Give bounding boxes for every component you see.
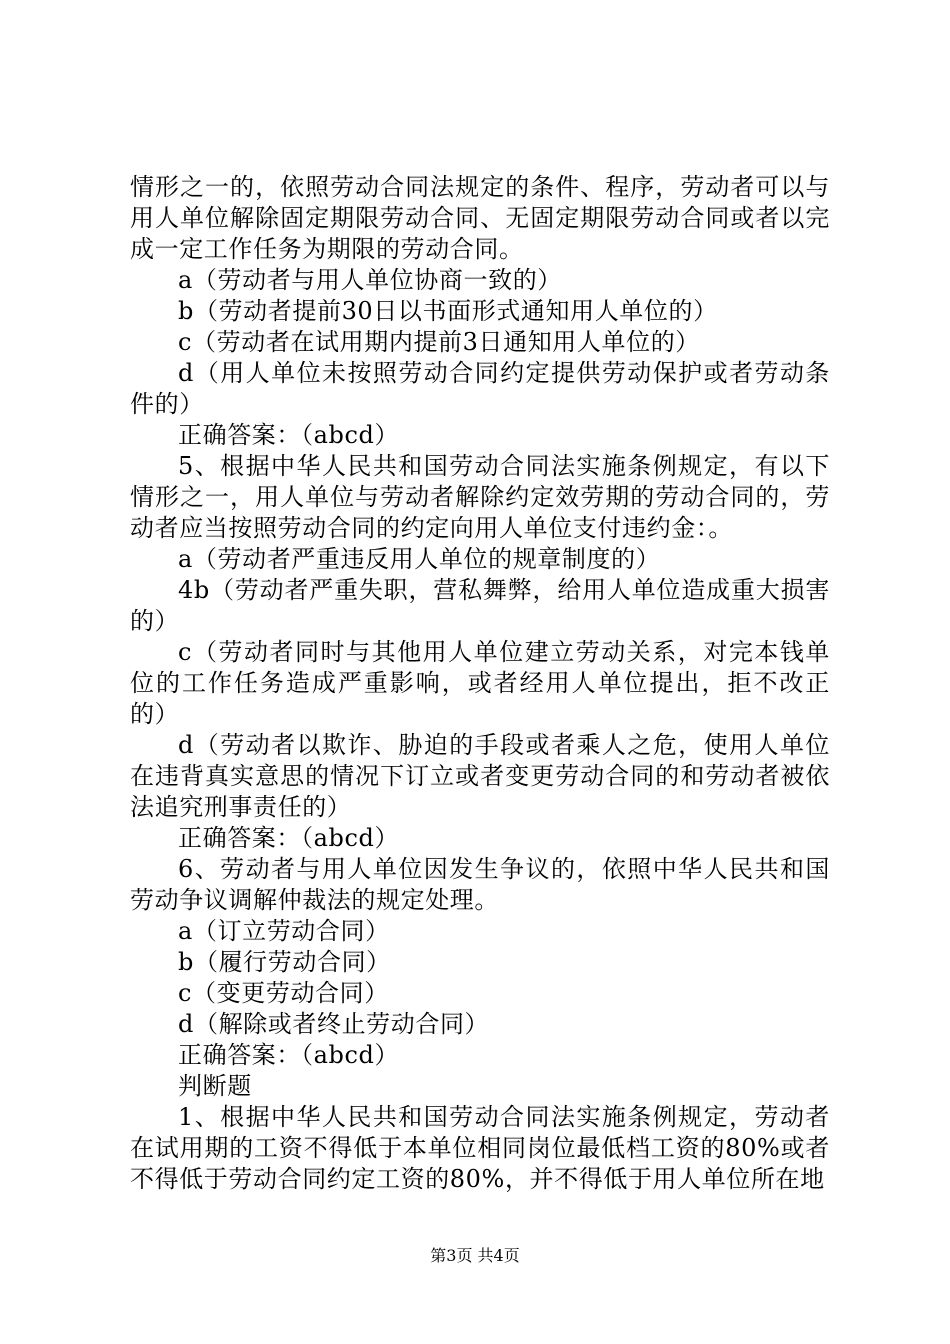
option-c-q5: c（劳动者同时与其他用人单位建立劳动关系，对完本钱单位的工作任务造成严重影响，或者经用人单位提出，拒不改正的） (130, 638, 830, 728)
option-b-q6: b（履行劳动合同） (178, 948, 391, 976)
option-d-q5: d（劳动者以欺诈、胁迫的手段或者乘人之危，使用人单位在违背真实意思的情况下订立或者变更劳动合同的和劳动者被依法追究刑事责任的） (130, 731, 830, 821)
answer-q5: 正确答案：（abcd） (178, 824, 400, 852)
option-d-q6: d（解除或者终止劳动合同） (178, 1010, 490, 1038)
document-body (130, 172, 830, 1195)
answer-q6: 正确答案：（abcd） (178, 1041, 400, 1069)
question-5: 5、根据中华人民共和国劳动合同法实施条例规定，有以下情形之一，用人单位与劳动者解除约定效劳期的劳动合同的，劳动者应当按照劳动合同的约定向用人单位支付违约金：。 (130, 452, 830, 542)
option-c-q4: c（劳动者在试用期内提前3日通知用人单位的） (178, 328, 700, 356)
true-false-question-1: 1、根据中华人民共和国劳动合同法实施条例规定，劳动者在试用期的工资不得低于本单位相同岗位最低档工资的80%或者不得低于劳动合同约定工资的80%，并不得低于用人单位所在地 (130, 1103, 830, 1193)
page-footer: 第3页 共4页 (430, 1246, 520, 1265)
option-a-q6: a（订立劳动合同） (178, 917, 390, 945)
answer-q4: 正确答案：（abcd） (178, 421, 400, 449)
section-heading-true-false: 判断题 (178, 1072, 252, 1100)
option-a-q5: a（劳动者严重违反用人单位的规章制度的） (178, 545, 661, 573)
option-c-q6: c（变更劳动合同） (178, 979, 389, 1007)
paragraph-continuation: 情形之一的，依照劳动合同法规定的条件、程序，劳动者可以与用人单位解除固定期限劳动合同、无固定期限劳动合同或者以完成一定工作任务为期限的劳动合同。 (130, 173, 830, 263)
question-6: 6、劳动者与用人单位因发生争议的，依照中华人民共和国劳动争议调解仲裁法的规定处理。 (130, 855, 830, 914)
option-b-q4: b（劳动者提前30日以书面形式通知用人单位的） (178, 297, 718, 325)
option-b-q5: 4b（劳动者严重失职，营私舞弊，给用人单位造成重大损害的） (130, 576, 830, 635)
option-d-q4: d（用人单位未按照劳动合同约定提供劳动保护或者劳动条件的） (130, 359, 830, 418)
option-a-q4: a（劳动者与用人单位协商一致的） (178, 266, 562, 294)
